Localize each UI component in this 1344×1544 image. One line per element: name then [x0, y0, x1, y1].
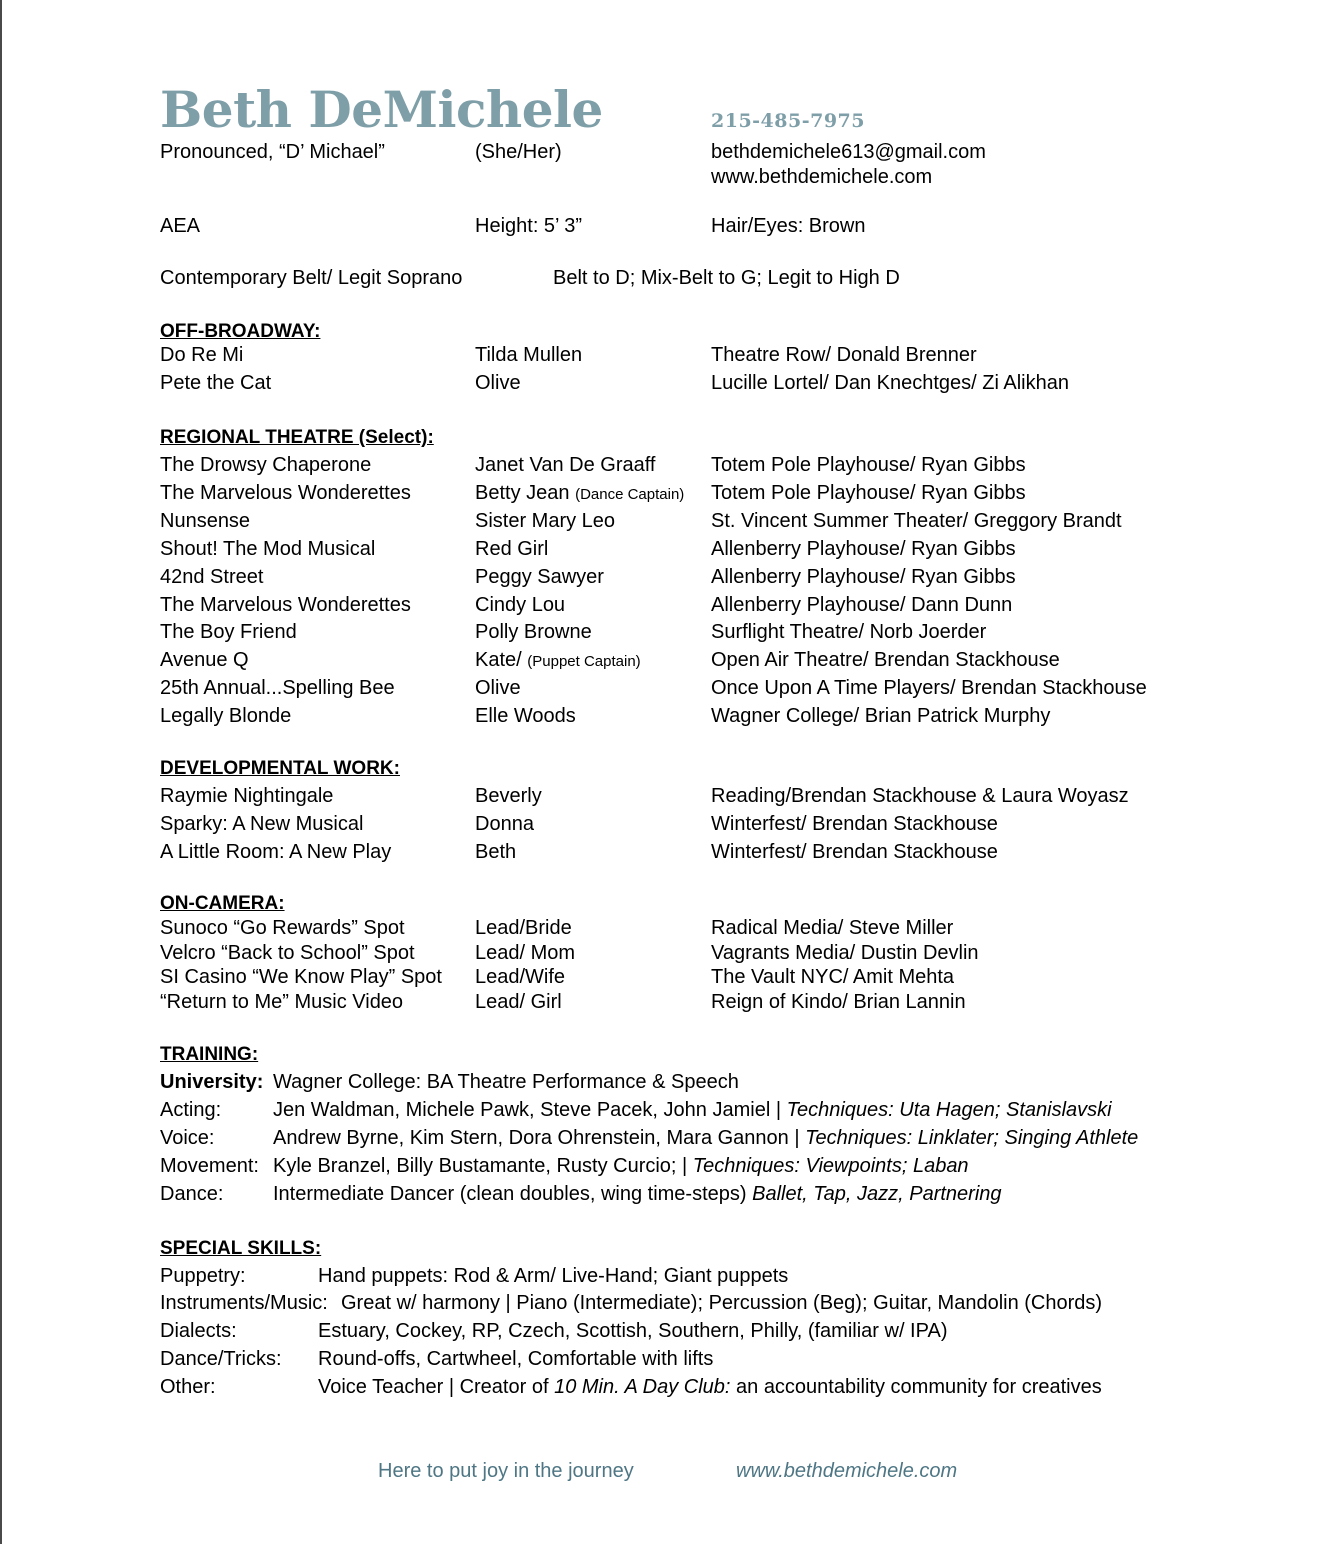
skill-label: Dialects: — [160, 1320, 237, 1342]
credit-role: Janet Van De Graaff — [475, 454, 656, 476]
credit-show: SI Casino “We Know Play” Spot — [160, 966, 442, 989]
credit-role-cell — [475, 812, 534, 836]
credit-venue: Totem Pole Playhouse/ Ryan Gibbs — [711, 481, 1026, 504]
credit-show: Velcro “Back to School” Spot — [160, 941, 415, 964]
credit-show: The Marvelous Wonderettes — [160, 593, 411, 616]
training-techniques: Techniques: Viewpoints; Laban — [692, 1155, 969, 1177]
credit-role: Lead/ Mom — [475, 941, 576, 964]
credit-show: “Return to Me” Music Video — [160, 991, 404, 1014]
name-title: Beth DeMichele — [160, 80, 603, 139]
training-dance — [160, 1182, 1210, 1206]
credit-venue: Surflight Theatre/ Norb Joerder — [711, 621, 987, 644]
skill-text: Estuary, Cockey, RP, Czech, Scottish, Southern, Philly, (familiar w/ IPA) — [318, 1320, 948, 1342]
credit-show: Shout! The Mod Musical — [160, 537, 376, 560]
credit-venue: Totem Pole Playhouse/ Ryan Gibbs — [711, 454, 1026, 476]
training-voice — [160, 1126, 1210, 1150]
credit-venue: The Vault NYC/ Amit Mehta — [711, 966, 955, 989]
credit-row — [160, 784, 1210, 808]
skill-text: Great w/ harmony | Piano (Intermediate); Percussion (Beg); Guitar, Mandolin (Chords) — [341, 1292, 1103, 1314]
phone-number: 215-485-7975 — [711, 110, 865, 132]
training-label: Movement: — [160, 1155, 259, 1177]
credit-show: Nunsense — [160, 509, 251, 532]
credit-role-note: (Dance Captain) — [575, 485, 685, 503]
credit-venue: Reign of Kindo/ Brian Lannin — [711, 991, 966, 1014]
off-broadway-heading: OFF-BROADWAY: — [160, 321, 321, 342]
credit-row — [160, 537, 1210, 561]
skill-label: Instruments/Music: — [160, 1292, 328, 1314]
pronouns: (She/Her) — [475, 141, 562, 163]
credit-venue: Once Upon A Time Players/ Brendan Stackhouse — [711, 677, 1147, 700]
skill-dance-tricks — [160, 1347, 1210, 1371]
credit-role-cell — [475, 620, 592, 644]
training-text: Wagner College: BA Theatre Performance & Speech — [273, 1071, 739, 1093]
credit-row — [160, 704, 1210, 728]
training-text: Kyle Branzel, Billy Bustamante, Rusty Curcio; | — [273, 1155, 693, 1177]
training-acting — [160, 1098, 1210, 1122]
skill-label: Other: — [160, 1376, 216, 1398]
credit-role-note: (Puppet Captain) — [527, 653, 641, 671]
training-text: Andrew Byrne, Kim Stern, Dora Ohrenstein, Mara Gannon | — [273, 1127, 806, 1149]
pronunciation: Pronounced, “D’ Michael” — [160, 141, 385, 163]
credit-show: The Boy Friend — [160, 621, 297, 644]
credit-show: Avenue Q — [160, 649, 249, 672]
credit-role: Kate/ — [475, 649, 522, 672]
credit-row — [160, 343, 1210, 367]
skill-label: Puppetry: — [160, 1265, 246, 1287]
credit-venue: Allenberry Playhouse/ Ryan Gibbs — [711, 537, 1016, 560]
credit-role: Olive — [475, 677, 521, 700]
skill-text: Voice Teacher | Creator of — [318, 1376, 555, 1398]
credit-role-cell — [475, 840, 516, 864]
on-camera-heading: ON-CAMERA: — [160, 893, 285, 914]
credit-role: Donna — [475, 813, 534, 835]
credit-role-cell — [475, 509, 615, 533]
credit-role-cell — [475, 941, 575, 965]
credit-role: Beverly — [475, 785, 542, 807]
training-techniques: Ballet, Tap, Jazz, Partnering — [752, 1183, 1002, 1205]
credit-venue: Allenberry Playhouse/ Dann Dunn — [711, 593, 1013, 616]
voice-type: Contemporary Belt/ Legit Soprano — [160, 267, 463, 289]
credit-show: Pete the Cat — [160, 372, 272, 394]
skill-dialects — [160, 1319, 1210, 1343]
credit-show: The Drowsy Chaperone — [160, 454, 372, 476]
email: bethdemichele613@gmail.com — [711, 141, 986, 163]
training-heading: TRAINING: — [160, 1044, 259, 1065]
credit-role-cell — [475, 916, 572, 940]
skill-puppetry — [160, 1264, 1210, 1288]
training-movement — [160, 1154, 1210, 1178]
credit-venue: Reading/Brendan Stackhouse & Laura Woyasz — [711, 785, 1129, 807]
credit-venue: Theatre Row/ Donald Brenner — [711, 344, 977, 366]
training-techniques: Techniques: Uta Hagen; Stanislavski — [786, 1099, 1112, 1121]
credit-role: Cindy Lou — [475, 593, 566, 616]
credit-row — [160, 648, 1210, 672]
credit-role-cell — [475, 676, 521, 700]
credit-row — [160, 593, 1210, 617]
training-label: Dance: — [160, 1183, 224, 1205]
credit-role-cell — [475, 593, 565, 617]
credit-row — [160, 676, 1210, 700]
training-text: Jen Waldman, Michele Pawk, Steve Pacek, John Jamiel | — [273, 1099, 787, 1121]
credit-role: Lead/ Girl — [475, 991, 562, 1014]
credit-show: Raymie Nightingale — [160, 785, 334, 807]
credit-show: Legally Blonde — [160, 705, 292, 728]
credit-role: Sister Mary Leo — [475, 509, 616, 532]
training-university — [160, 1070, 1210, 1094]
credit-role: Lead/Wife — [475, 966, 566, 989]
credit-role: Elle Woods — [475, 705, 576, 728]
credit-role-cell — [475, 648, 641, 674]
credit-row — [160, 371, 1210, 395]
credit-role: Polly Browne — [475, 621, 592, 644]
skill-label: Dance/Tricks: — [160, 1348, 282, 1370]
credit-role-cell — [475, 565, 604, 589]
credit-row — [160, 620, 1210, 644]
credit-show: Sparky: A New Musical — [160, 813, 364, 835]
skill-text: Round-offs, Cartwheel, Comfortable with lifts — [318, 1348, 714, 1370]
credit-role-cell — [475, 343, 582, 367]
credit-row — [160, 565, 1210, 589]
developmental-heading: DEVELOPMENTAL WORK: — [160, 758, 400, 779]
training-label: University: — [160, 1071, 264, 1093]
credit-venue: Winterfest/ Brendan Stackhouse — [711, 841, 998, 863]
height: Height: 5’ 3” — [475, 215, 583, 237]
training-text: Intermediate Dancer (clean doubles, wing time-steps) — [273, 1183, 753, 1205]
credit-row — [160, 481, 1210, 505]
credit-venue: Radical Media/ Steve Miller — [711, 917, 954, 939]
training-label: Voice: — [160, 1127, 215, 1149]
credit-role-cell — [475, 371, 521, 395]
credit-show: The Marvelous Wonderettes — [160, 481, 411, 504]
skill-text: an accountability community for creatives — [730, 1376, 1102, 1398]
credit-venue: Open Air Theatre/ Brendan Stackhouse — [711, 649, 1060, 672]
credit-row — [160, 965, 1210, 989]
training-techniques: Techniques: Linklater; Singing Athlete — [805, 1127, 1139, 1149]
hair-eyes: Hair/Eyes: Brown — [711, 215, 866, 237]
footer-website[interactable]: www.bethdemichele.com — [736, 1460, 958, 1482]
training-label: Acting: — [160, 1099, 222, 1121]
skill-club-name: 10 Min. A Day Club: — [554, 1376, 731, 1398]
credit-row — [160, 812, 1210, 836]
skill-text: Hand puppets: Rod & Arm/ Live-Hand; Giant puppets — [318, 1265, 789, 1287]
website: www.bethdemichele.com — [711, 166, 933, 188]
credit-role-cell — [475, 537, 548, 561]
credit-role: Red Girl — [475, 537, 549, 560]
union: AEA — [160, 215, 201, 237]
credit-role: Beth — [475, 841, 517, 863]
credit-row — [160, 990, 1210, 1014]
credit-venue: Wagner College/ Brian Patrick Murphy — [711, 705, 1051, 728]
credit-role-cell — [475, 965, 565, 989]
credit-row — [160, 509, 1210, 533]
credit-row — [160, 916, 1210, 940]
credit-show: A Little Room: A New Play — [160, 841, 392, 863]
credit-venue: Winterfest/ Brendan Stackhouse — [711, 813, 998, 835]
credit-role-cell — [475, 481, 684, 507]
credit-role: Peggy Sawyer — [475, 565, 604, 588]
credit-show: Sunoco “Go Rewards” Spot — [160, 917, 405, 939]
credit-show: 42nd Street — [160, 565, 264, 588]
skill-instruments — [160, 1291, 1210, 1315]
credit-show: 25th Annual...Spelling Bee — [160, 677, 395, 700]
credit-role-cell — [475, 784, 542, 808]
credit-venue: St. Vincent Summer Theater/ Greggory Brandt — [711, 509, 1122, 532]
footer-tagline: Here to put joy in the journey — [378, 1460, 634, 1482]
skills-heading: SPECIAL SKILLS: — [160, 1238, 322, 1259]
credit-row — [160, 941, 1210, 965]
regional-heading: REGIONAL THEATRE (Select): — [160, 427, 434, 448]
credit-role-cell — [475, 453, 655, 477]
credit-venue: Allenberry Playhouse/ Ryan Gibbs — [711, 565, 1016, 588]
credit-role: Olive — [475, 372, 521, 394]
credit-role: Betty Jean — [475, 481, 570, 504]
credit-role: Tilda Mullen — [475, 344, 583, 366]
credit-role: Lead/Bride — [475, 917, 572, 939]
credit-row — [160, 453, 1210, 477]
credit-role-cell — [475, 704, 576, 728]
credit-venue: Lucille Lortel/ Dan Knechtges/ Zi Alikhan — [711, 372, 1069, 394]
vocal-range: Belt to D; Mix-Belt to G; Legit to High D — [553, 267, 900, 289]
skill-other — [160, 1375, 1210, 1399]
credit-venue: Vagrants Media/ Dustin Devlin — [711, 941, 979, 964]
credit-row — [160, 840, 1210, 864]
credit-show: Do Re Mi — [160, 344, 244, 366]
credit-role-cell — [475, 990, 562, 1014]
